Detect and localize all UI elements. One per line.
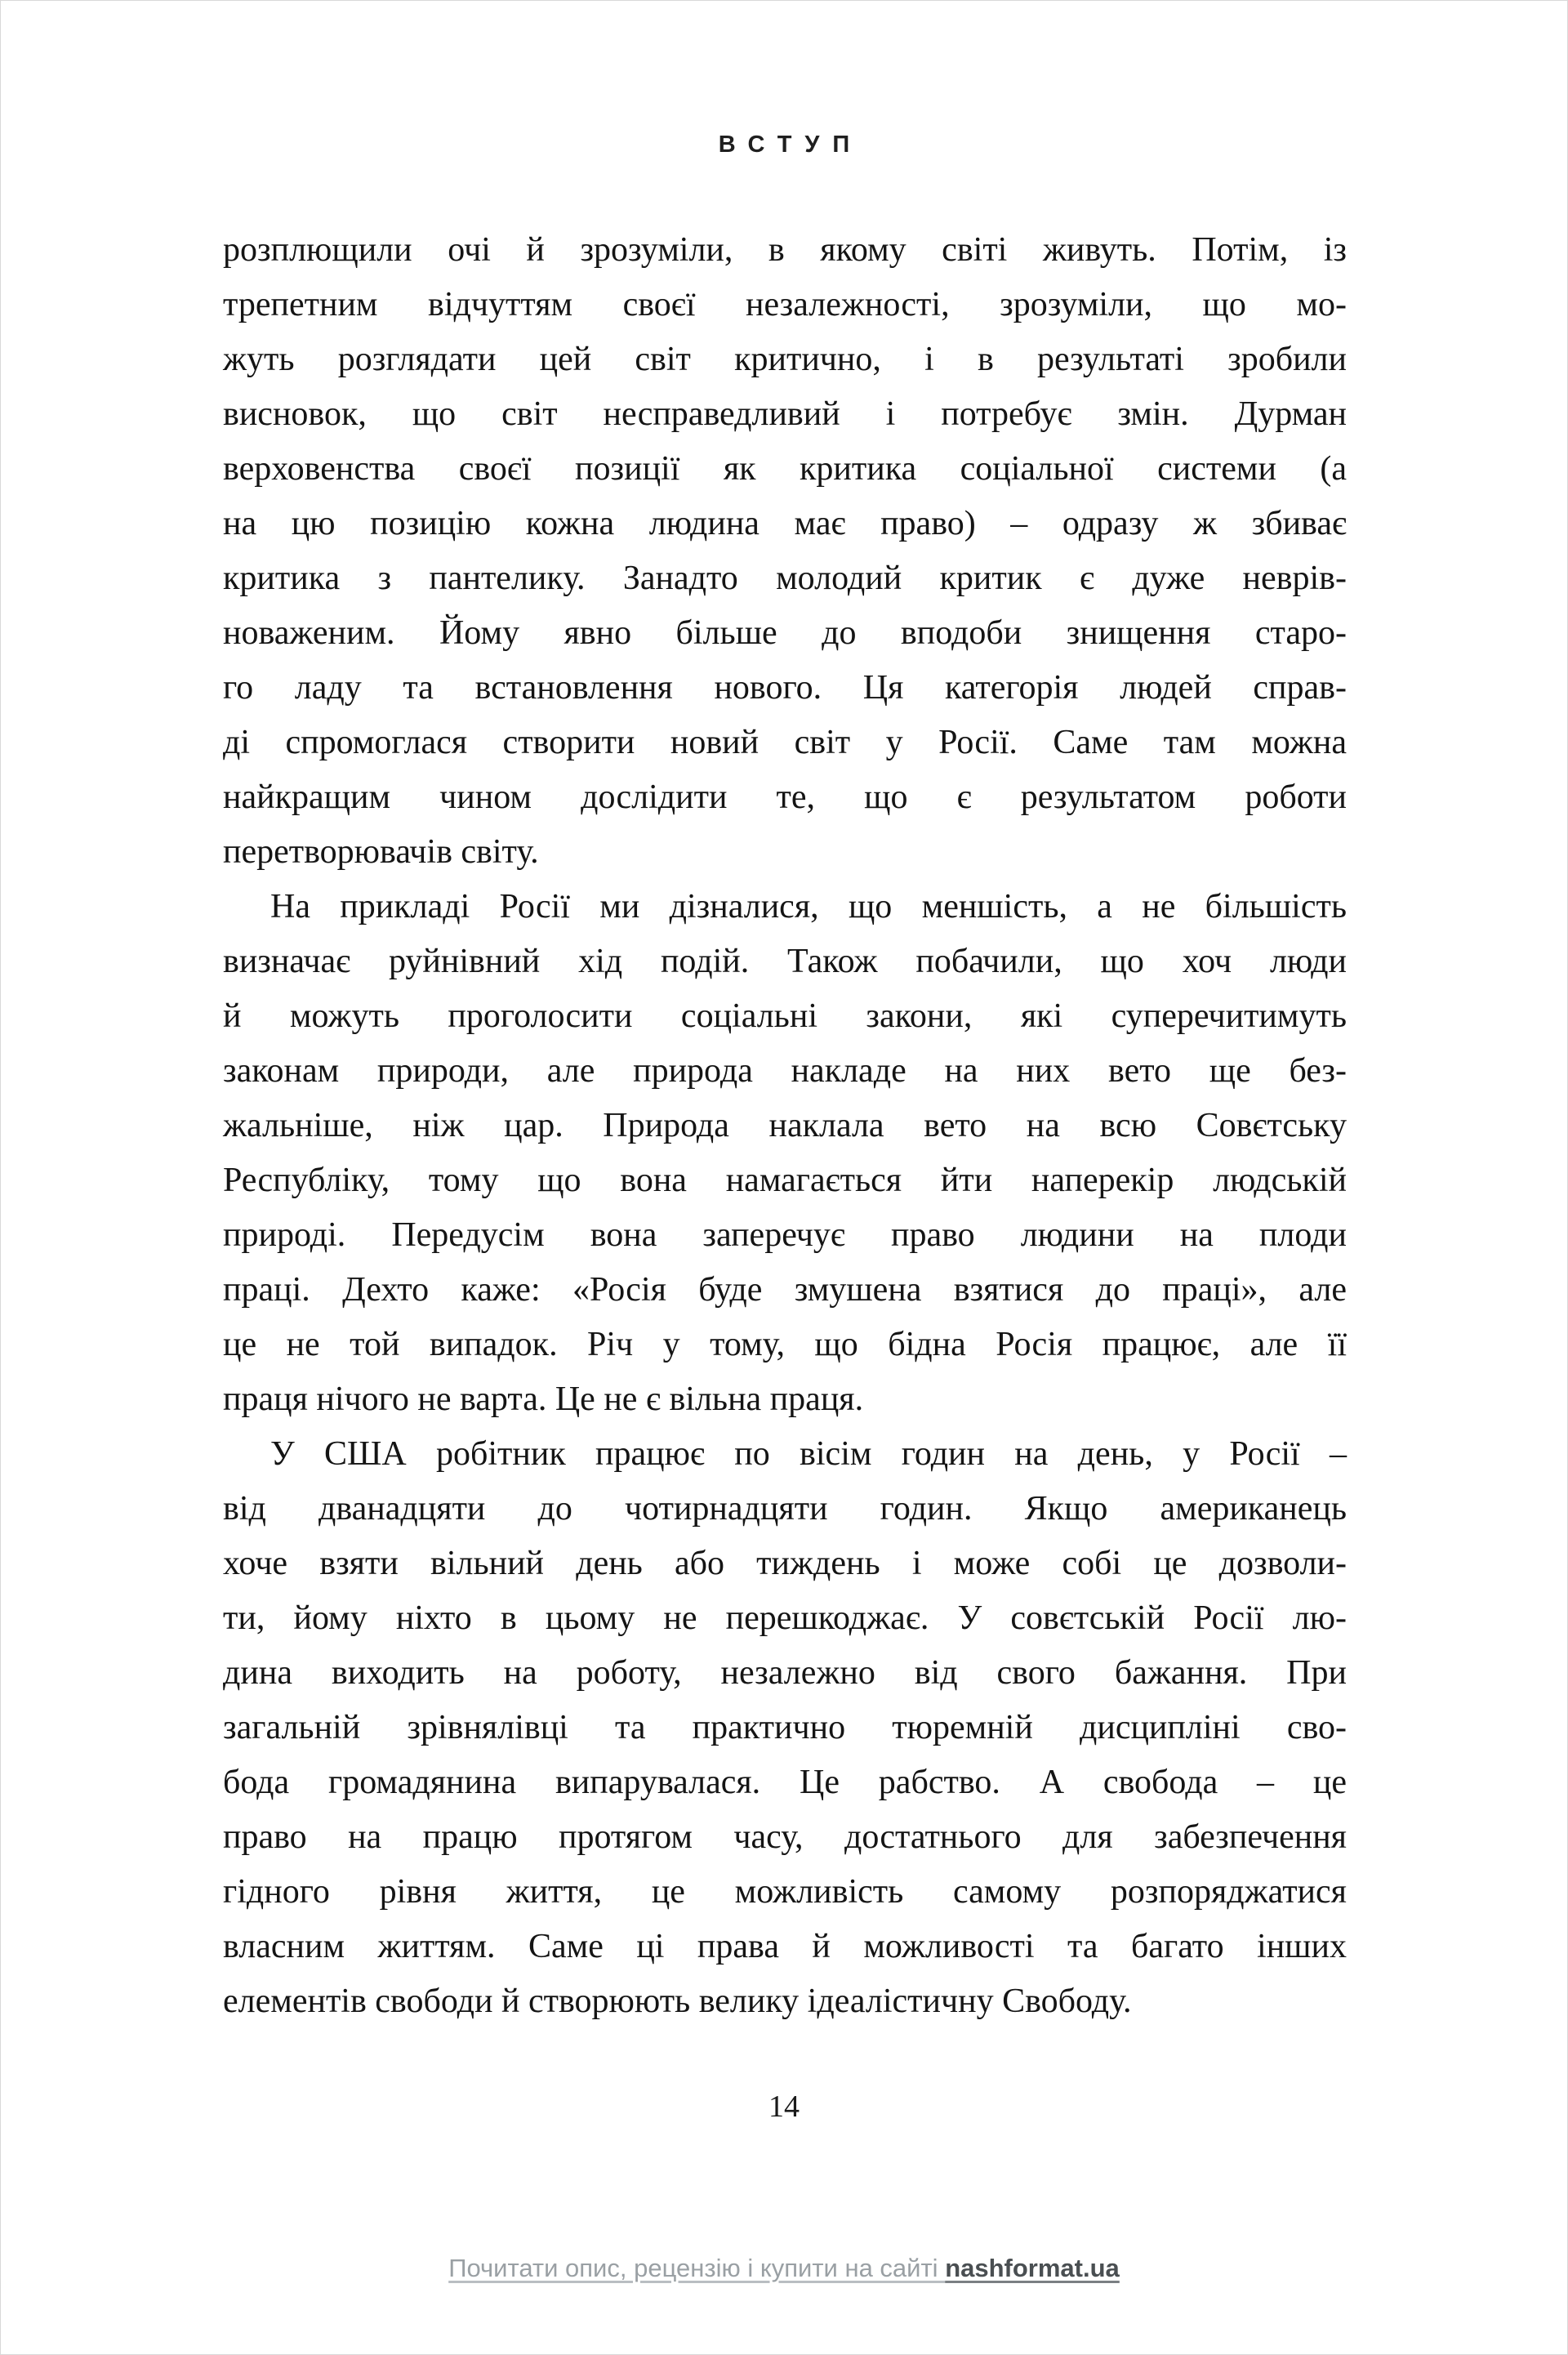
paragraph <box>223 223 1347 880</box>
text-line: гідного рівня життя, це можливість самому розпоряджатися <box>223 1873 1347 1911</box>
text-line: ти, йому ніхто в цьому не перешкоджає. У совєтській Росії лю- <box>223 1599 1347 1637</box>
text-line: У США робітник працює по вісім годин на день, у Росії – <box>270 1435 1347 1473</box>
text-line: Республіку, тому що вона намагається йти наперекір людській <box>223 1162 1347 1199</box>
text-line: го ладу та встановлення нового. Ця категорія людей справ- <box>223 669 1347 707</box>
text-line: бода громадянина випарувалася. Це рабство. А свобода – це <box>223 1764 1347 1801</box>
text-line: верховенства своєї позиції як критика соціальної системи (а <box>223 450 1347 488</box>
text-line: й можуть проголосити соціальні закони, які суперечитимуть <box>223 997 1347 1035</box>
text-line: жальніше, ніж цар. Природа наклала вето на всю Совєтську <box>223 1107 1347 1144</box>
text-line: дина виходить на роботу, незалежно від свого бажання. При <box>223 1654 1347 1692</box>
text-line: загальній зрівнялівці та практично тюремній дисципліні сво- <box>223 1709 1347 1746</box>
text-line: жуть розглядати цей світ критично, і в результаті зробили <box>223 341 1347 378</box>
text-line: право на працю протягом часу, достатнього для забезпечення <box>223 1818 1347 1856</box>
text-line: висновок, що світ несправедливий і потребує змін. Дурман <box>223 395 1347 433</box>
footer-text: Почитати опис, рецензію і купити на сайті <box>448 2254 946 2282</box>
footer-note <box>1 2254 1567 2283</box>
text-line: критика з пантелику. Занадто молодий критик є дуже неврів- <box>223 560 1347 597</box>
text-line: На прикладі Росії ми дізналися, що меншість, а не більшість <box>270 888 1347 925</box>
text-line: від дванадцяти до чотирнадцяти годин. Якщо американець <box>223 1490 1347 1528</box>
chapter-header: ВСТУП <box>718 132 863 158</box>
text-line: трепетним відчуттям своєї незалежності, зрозуміли, що мо- <box>223 286 1347 323</box>
text-line: елементів свободи й створюють велику ідеалістичну Свободу. <box>223 1983 1132 2020</box>
text-line: новаженим. Йому явно більше до вподоби знищення старо- <box>223 614 1347 652</box>
text-line: перетворювачів світу. <box>223 833 539 871</box>
text-line: власним життям. Саме ці права й можливості та багато інших <box>223 1928 1347 1965</box>
text-line: хоче взяти вільний день або тиждень і може собі це дозволи- <box>223 1545 1347 1582</box>
page-number: 14 <box>768 2090 800 2124</box>
text-line: природі. Передусім вона заперечує право людини на плоди <box>223 1216 1347 1254</box>
text-line: визначає руйнівний хід подій. Також побачили, що хоч люди <box>223 943 1347 980</box>
text-line: ді спромоглася створити новий світ у Росії. Саме там можна <box>223 724 1347 761</box>
text-line: праці. Дехто каже: «Росія буде змушена взятися до праці», але <box>223 1271 1347 1309</box>
text-line: на цю позицію кожна людина має право) – одразу ж збиває <box>223 505 1347 542</box>
text-line: найкращим чином дослідити те, що є результатом роботи <box>223 778 1347 816</box>
text-line: законам природи, але природа накладе на них вето ще без- <box>223 1052 1347 1090</box>
footer-link[interactable]: nashformat.ua <box>945 2254 1120 2282</box>
text-line: це не той випадок. Річ у тому, що бідна Росія працює, але її <box>223 1326 1347 1363</box>
paragraph <box>223 1427 1347 2029</box>
text-line: праця нічого не варта. Це не є вільна праця. <box>223 1380 864 1418</box>
text-line: розплющили очі й зрозуміли, в якому світі живуть. Потім, із <box>223 231 1347 269</box>
paragraph <box>223 880 1347 1427</box>
body-text <box>223 223 1347 2029</box>
